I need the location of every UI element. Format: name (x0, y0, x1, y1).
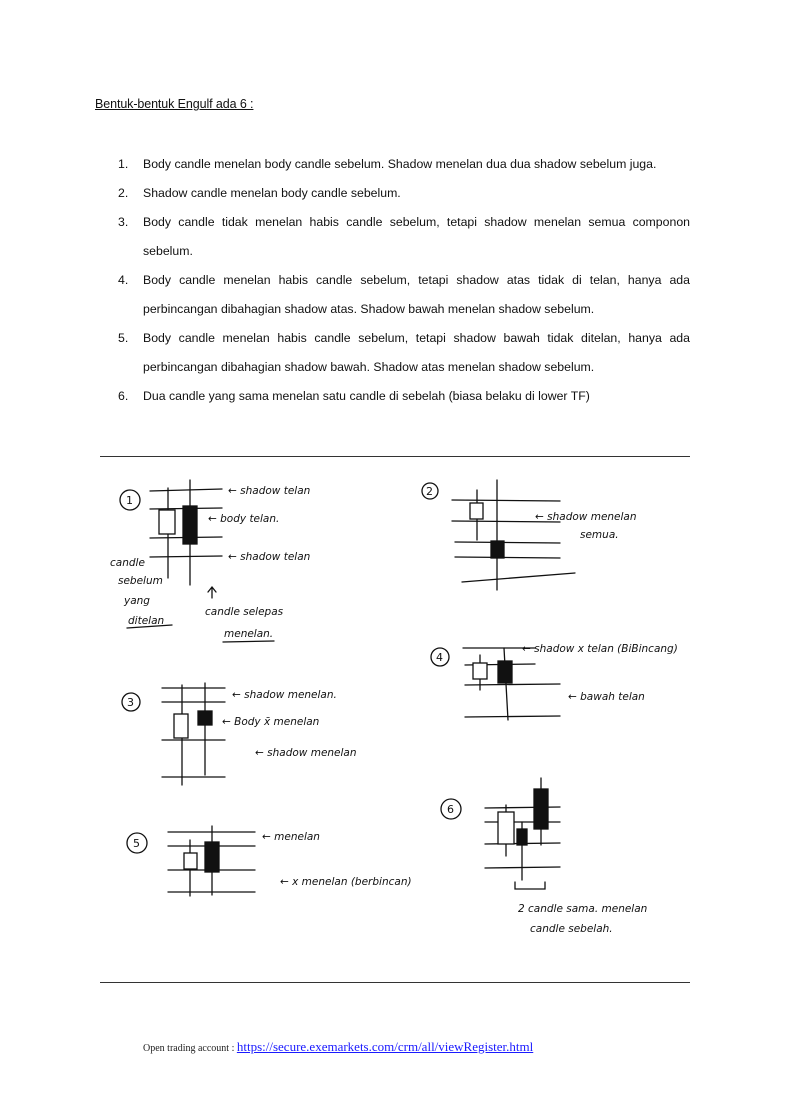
top-divider (100, 456, 690, 457)
footer (143, 1039, 533, 1055)
list-number: 5. (118, 331, 129, 345)
prev-candle-body (498, 812, 514, 844)
diagram-number: 1 (126, 494, 133, 507)
list-text: Body candle menelan body candle sebelum. Shadow menelan dua dua shadow sebelum juga. (143, 157, 657, 171)
engulf-candle-body (491, 541, 504, 558)
note-body-x-menelan: ← Body x̄ menelan (222, 716, 320, 728)
note-shadow-telan-bottom: ← shadow telan (228, 551, 311, 563)
bracket (515, 882, 545, 889)
list-item (118, 324, 690, 382)
note-x-menelan: ← x menelan (berbincan) (280, 876, 412, 888)
note-two-candle: 2 candle sama. menelan (518, 903, 648, 915)
list-number: 6. (118, 389, 129, 403)
note-body-telan: ← body telan. (208, 513, 280, 525)
engulf-candle-2-body (534, 789, 548, 829)
prev-candle-body (470, 503, 483, 519)
note-candle-sebelah: candle sebelah. (530, 923, 613, 935)
list-item (118, 208, 690, 266)
note-candle: candle (110, 557, 145, 569)
engulf-types-list (118, 150, 690, 411)
note-shadow-menelan: ← shadow menelan. (232, 689, 337, 701)
list-text: Shadow candle menelan body candle sebelum. (143, 186, 401, 200)
diagram-5 (127, 826, 412, 896)
note-shadow-telan: ← shadow telan (228, 485, 311, 497)
engulf-candle-body (498, 661, 512, 683)
list-text: Body candle tidak menelan habis candle sebelum, tetapi shadow menelan semua componon sebelum. (143, 215, 690, 258)
footer-label: Open trading account : (143, 1043, 235, 1054)
diagram-3 (122, 683, 357, 785)
note-ditelan: ditelan (128, 615, 165, 627)
diagram-number: 3 (127, 696, 134, 709)
list-text: Body candle menelan habis candle sebelum, tetapi shadow bawah tidak ditelan, hanya ada perbincangan dibahagian shadow bawah. Shadow atas menelan shadow sebelum. (143, 331, 690, 374)
list-item (118, 266, 690, 324)
note-sebelum: sebelum (118, 575, 163, 587)
diagram-number: 2 (426, 485, 433, 498)
list-text: Body candle menelan habis candle sebelum, tetapi shadow atas tidak di telan, hanya ada perbincangan dibahagian shadow atas. Shadow bawah menelan shadow sebelum. (143, 273, 690, 316)
register-link[interactable]: https://secure.exemarkets.com/crm/all/viewRegister.html (236, 1039, 534, 1054)
diagram-6 (441, 778, 647, 935)
diagram-number: 5 (133, 837, 140, 850)
list-number: 3. (118, 215, 129, 229)
engulf-candle-body (183, 506, 197, 544)
prev-candle-body (184, 853, 197, 869)
note-shadow-menelan: ← shadow menelan (535, 511, 637, 523)
diagram-2 (422, 480, 637, 590)
prev-candle-body (174, 714, 188, 738)
bottom-divider (100, 982, 690, 983)
note-shadow-menelan-bottom: ← shadow menelan (255, 747, 357, 759)
note-menelan: ← menelan (262, 831, 320, 843)
prev-candle-body (159, 510, 175, 534)
arrow-up (208, 587, 216, 598)
note-semua: semua. (580, 529, 619, 541)
diagram-number: 6 (447, 803, 454, 816)
guide-lines (162, 688, 225, 777)
note-shadow-x-telan: ← shadow x telan (BiBincang) (522, 643, 678, 655)
diagram-number: 4 (436, 651, 443, 664)
diagram-1 (110, 480, 310, 642)
engulf-candle-body (198, 711, 212, 725)
engulf-candle-1-body (517, 829, 527, 845)
note-yang: yang (124, 595, 150, 607)
underline (223, 641, 274, 642)
note-bawah-telan: ← bawah telan (568, 691, 645, 703)
list-number: 1. (118, 157, 129, 171)
engulf-candle-body (205, 842, 219, 872)
list-item (118, 179, 690, 208)
note-candle-selepas: candle selepas (205, 606, 284, 618)
prev-candle-body (473, 663, 487, 679)
list-item (118, 150, 690, 179)
list-number: 2. (118, 186, 129, 200)
diagram-4 (431, 643, 678, 720)
list-item (118, 382, 690, 411)
list-text: Dua candle yang sama menelan satu candle di sebelah (biasa belaku di lower TF) (143, 389, 590, 403)
handwritten-engulf-sketch (0, 458, 785, 983)
section-heading: Bentuk-bentuk Engulf ada 6 : (95, 97, 254, 111)
note-menelan: menelan. (224, 628, 274, 640)
list-number: 4. (118, 273, 129, 287)
